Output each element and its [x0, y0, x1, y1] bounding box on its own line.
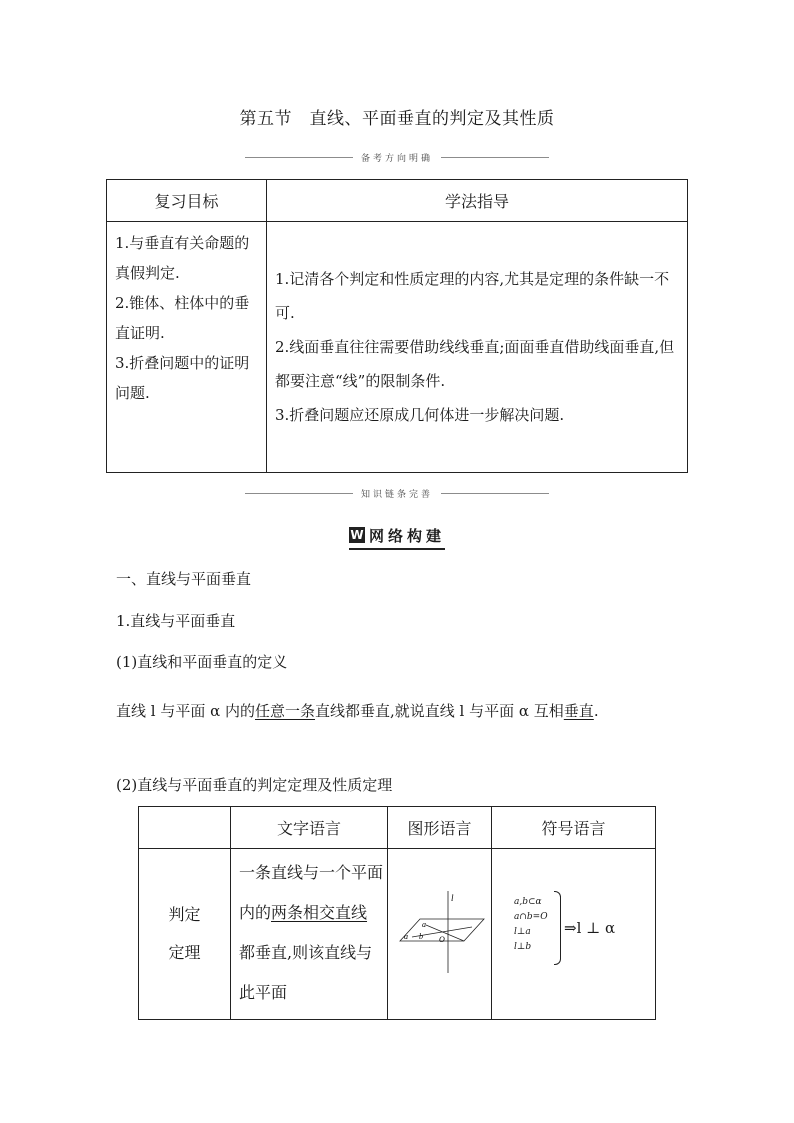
guide-item: 1.记清各个判定和性质定理的内容,尤其是定理的条件缺一不可.	[275, 270, 670, 322]
theorem-table	[138, 806, 656, 1020]
row-label-judgment-theorem	[139, 849, 231, 1020]
divider-label: 备考方向明确	[361, 153, 434, 164]
right-brace-icon	[554, 891, 561, 965]
theorem-blank: 两条相交直线	[271, 903, 368, 922]
w-badge-icon: W	[350, 528, 364, 542]
label-l: l	[451, 893, 454, 903]
symbol-line: a∩b=O	[514, 912, 548, 922]
theorem-text: 都垂直,则该直线与此平面	[239, 943, 373, 1002]
theorem-text-cell	[231, 849, 388, 1020]
divider-label: 知识链条完善	[361, 489, 434, 500]
divider-knowledge-chain	[245, 484, 549, 502]
subsection-heading: (1)直线和平面垂直的定义	[116, 653, 288, 671]
guides-cell	[267, 222, 688, 473]
header-review-goals: 复习目标	[107, 180, 267, 222]
symbol-conditions	[514, 895, 548, 955]
line-b	[426, 925, 464, 941]
header-symbol-language: 符号语言	[492, 807, 656, 849]
page-title: 第五节 直线、平面垂直的判定及其性质	[239, 109, 555, 129]
label-b: b	[419, 932, 423, 941]
theorem-table-row	[139, 849, 656, 1020]
header-figure-language: 图形语言	[388, 807, 492, 849]
line-perpendicular-plane-figure	[388, 849, 492, 1015]
goal-item: 1.与垂直有关命题的真假判定.	[115, 234, 250, 282]
row-label-line: 判定	[168, 905, 201, 924]
definition-blank: 垂直	[563, 702, 594, 720]
definition-text: .	[593, 702, 599, 720]
row-label-line: 定理	[168, 943, 201, 962]
divider-line	[441, 157, 549, 158]
divider-exam-direction	[245, 148, 549, 166]
header-text-language: 文字语言	[231, 807, 388, 849]
symbol-line: l⊥a	[514, 927, 531, 937]
definition-text: 直线 l 与平面 α 内的	[116, 702, 255, 720]
guide-item: 3.折叠问题应还原成几何体进一步解决问题.	[275, 406, 565, 424]
goals-cell	[107, 222, 267, 473]
divider-line	[245, 493, 353, 494]
review-table-header	[107, 180, 688, 222]
theorem-text: 一条直线与一个平面内的	[239, 863, 384, 922]
definition-blank: 任意一条	[255, 702, 316, 720]
review-table-row	[107, 222, 688, 473]
network-heading	[0, 524, 794, 550]
header-empty	[139, 807, 231, 849]
divider-line	[245, 157, 353, 158]
subsection-heading: (2)直线与平面垂直的判定定理及性质定理	[116, 776, 393, 794]
theorem-symbol-cell	[492, 849, 656, 1020]
symbol-result: ⇒l ⊥ α	[564, 919, 616, 937]
label-a: a	[404, 932, 408, 941]
goal-item: 2.锥体、柱体中的垂直证明.	[115, 294, 250, 342]
theorem-table-header	[139, 807, 656, 849]
theorem-figure-cell	[388, 849, 492, 1020]
divider-line	[441, 493, 549, 494]
network-heading-label: 网络构建	[368, 526, 445, 545]
symbol-line: a,b⊂α	[514, 897, 542, 907]
label-o: O	[439, 935, 445, 944]
symbol-line: l⊥b	[514, 942, 532, 952]
subsection-heading: 1.直线与平面垂直	[116, 612, 236, 630]
section-heading: 一、直线与平面垂直	[116, 570, 252, 588]
label-a: a	[422, 920, 426, 929]
header-study-guide: 学法指导	[267, 180, 688, 222]
definition-text: 直线都垂直,就说直线 l 与平面 α 互相	[315, 702, 564, 720]
goal-item: 3.折叠问题中的证明问题.	[115, 354, 250, 402]
definition-paragraph	[116, 692, 686, 730]
network-heading-box	[349, 525, 445, 550]
guide-item: 2.线面垂直往往需要借助线线垂直;面面垂直借助线面垂直,但都要注意“线”的限制条件.	[275, 338, 675, 390]
review-table	[106, 179, 688, 473]
